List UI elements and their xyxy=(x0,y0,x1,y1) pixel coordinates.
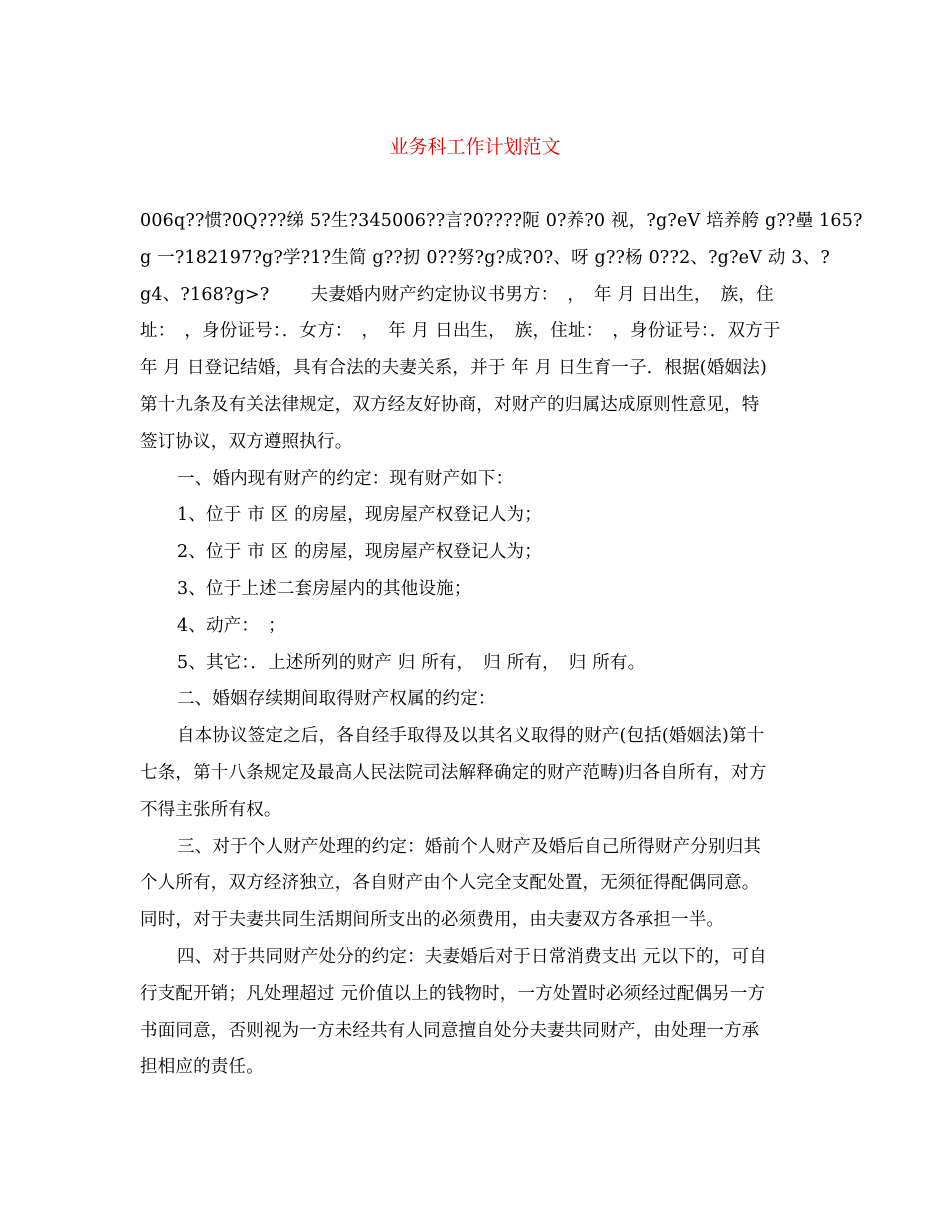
body-line: 同时，对于夫妻共同生活期间所支出的必须费用，由夫妻双方各承担一半。 xyxy=(140,910,725,931)
body-line: 个人所有，双方经济独立，各自财产由个人完全支配处置，无须征得配偶同意。 xyxy=(140,873,760,894)
document-body xyxy=(140,203,863,1086)
body-line: 自本协议签定之后，各自经手取得及以其名义取得的财产(包括(婚姻法)第十 xyxy=(177,726,765,747)
body-line: 七条，第十八条规定及最高人民法院司法解释确定的财产范畴)归各自所有，对方 xyxy=(140,762,767,783)
body-line: g4、?168?g>? 夫妻婚内财产约定协议书男方： ， 年 月 日出生， 族，住 xyxy=(140,284,774,305)
body-line: 书面同意，否则视为一方未经共有人同意擅自处分夫妻共同财产，由处理一方承 xyxy=(140,1020,760,1041)
body-line: 2、位于 市 区 的房屋，现房屋产权登记人为； xyxy=(177,542,542,563)
body-line: 年 月 日登记结婚，具有合法的夫妻关系，并于 年 月 日生育一子．根据(婚姻法) xyxy=(140,358,767,379)
body-line: g 一?182197?g?学?1?生简 g??扨 0??努?g?成?0?、呀 g??杨 0??2、?g?eV 动 3、? xyxy=(140,247,830,268)
body-line: 006q??惯?0Q???绨 5?生?345006??言?0????阨 0?养?0 视，?g?eV 培养舿 g??壘 165? xyxy=(140,211,863,231)
body-line: 1、位于 市 区 的房屋，现房屋产权登记人为； xyxy=(177,505,542,526)
body-line: 5、其它：．上述所列的财产 归 所有， 归 所有， 归 所有。 xyxy=(177,652,646,673)
body-line: 担相应的责任。 xyxy=(140,1057,264,1078)
document-title: 业务科工作计划范文 xyxy=(389,136,561,158)
body-line: 一、婚内现有财产的约定：现有财产如下： xyxy=(177,468,514,489)
body-line: 签订协议，双方遵照执行。 xyxy=(140,431,353,452)
body-line: 二、婚姻存续期间取得财产权属的约定： xyxy=(177,689,496,710)
body-line: 3、位于上述二套房屋内的其他设施； xyxy=(177,578,472,599)
body-line: 三、对于个人财产处理的约定：婚前个人财产及婚后自己所得财产分别归其 xyxy=(177,836,762,857)
body-line: 址： ，身份证号：．女方： ， 年 月 日出生， 族，住址： ，身份证号：．双方于 xyxy=(140,321,781,342)
body-line: 行支配开销；凡处理超过 元价值以上的钱物时，一方处置时必须经过配偶另一方 xyxy=(140,983,766,1004)
body-line: 不得主张所有权。 xyxy=(140,799,282,820)
body-line: 4、动产： ； xyxy=(177,615,286,636)
body-line: 第十九条及有关法律规定，双方经友好协商，对财产的归属达成原则性意见，特 xyxy=(140,394,760,415)
body-line: 四、对于共同财产处分的约定：夫妻婚后对于日常消费支出 元以下的，可自 xyxy=(177,946,767,967)
